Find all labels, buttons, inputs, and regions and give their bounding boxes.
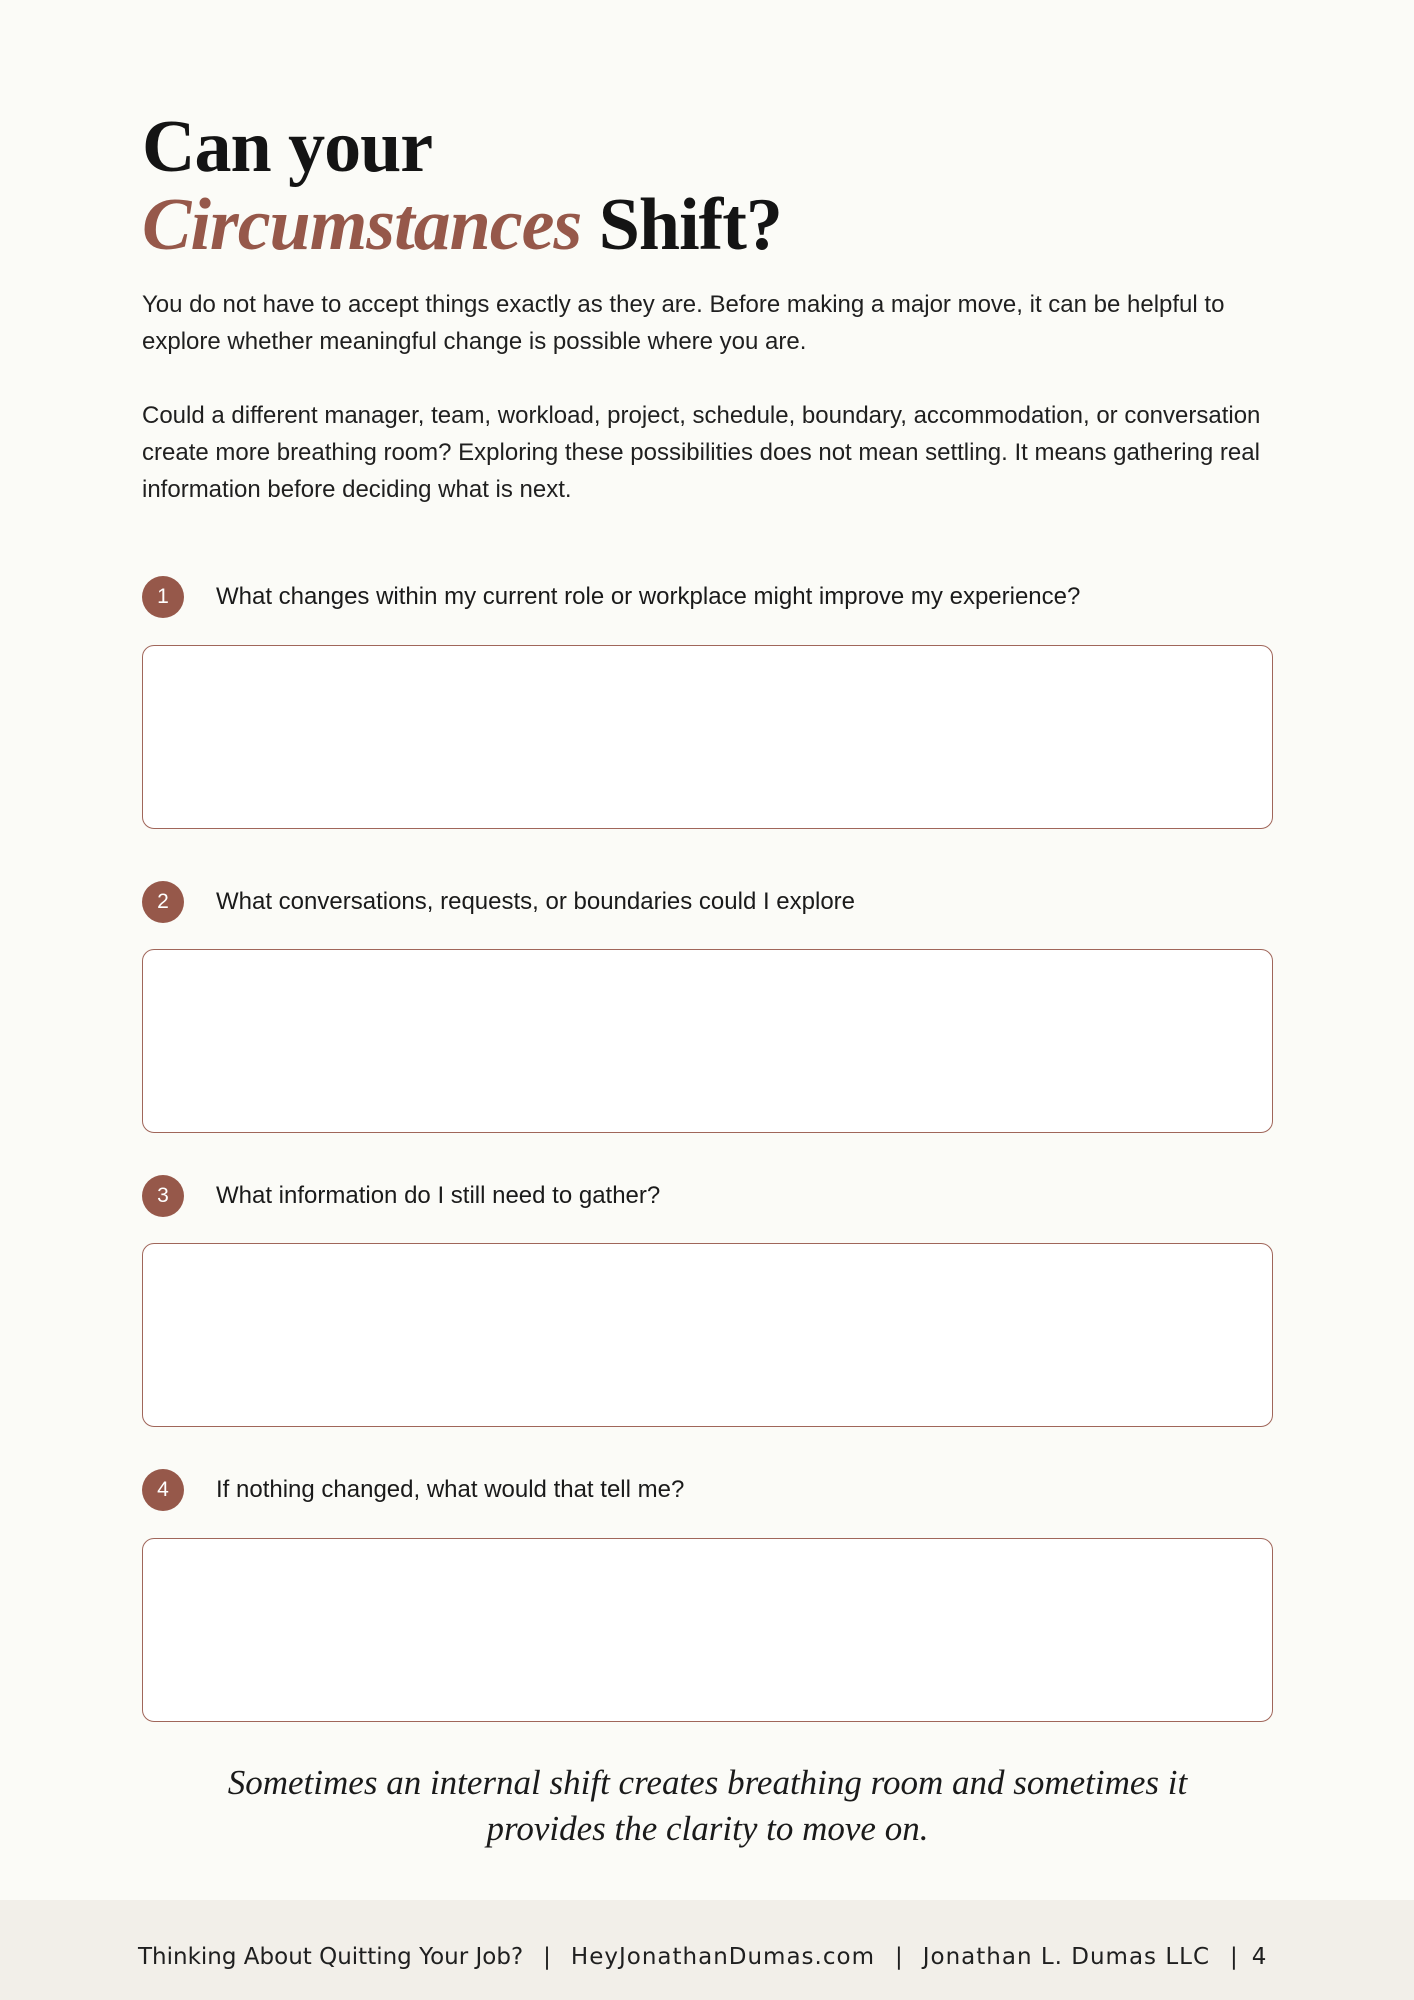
question-text: What conversations, requests, or boundaries could I explore	[216, 888, 856, 915]
question-3	[142, 1175, 660, 1217]
question-2	[142, 881, 855, 923]
footer-guide-title: Thinking About Quitting Your Job?	[138, 1944, 524, 1970]
footer-company: Jonathan L. Dumas LLC	[922, 1944, 1211, 1970]
question-text: What changes within my current role or workplace might improve my experience?	[216, 583, 1081, 610]
question-4	[142, 1469, 684, 1511]
title-rest: Shift?	[581, 184, 782, 266]
question-number-badge: 1	[142, 576, 184, 618]
answer-box-4[interactable]	[142, 1538, 1273, 1722]
footer-separator: |	[543, 1944, 551, 1970]
closing-quote	[142, 1760, 1273, 1852]
page-footer	[0, 1900, 1414, 2000]
footer-separator: |	[894, 1944, 903, 1970]
quote-line-2: provides the clarity to move on.	[486, 1809, 929, 1848]
page-number: 4	[1251, 1944, 1267, 1970]
question-text: If nothing changed, what would that tell me?	[216, 1476, 685, 1503]
footer-content	[138, 1944, 1266, 1970]
question-number-badge: 3	[142, 1175, 184, 1217]
title-line-1: Can your	[142, 106, 433, 188]
footer-website-link[interactable]: HeyJonathanDumas.com	[570, 1944, 875, 1970]
footer-separator: |	[1230, 1944, 1238, 1970]
answer-box-1[interactable]	[142, 645, 1273, 829]
title-accent-word: Circumstances	[142, 184, 582, 266]
question-number-badge: 2	[142, 881, 184, 923]
intro-paragraph-2: Could a different manager, team, workload, project, schedule, boundary, accommodation, or conversation create more breathing room? Exploring these possibilities does not mean settling. It means gathering real information before deciding what is next.	[142, 402, 1261, 503]
quote-line-1: Sometimes an internal shift creates breathing room and sometimes it	[227, 1763, 1188, 1802]
page-title	[142, 108, 782, 264]
intro-text	[142, 286, 1282, 508]
intro-paragraph-1: You do not have to accept things exactly as they are. Before making a major move, it can be helpful to explore whether meaningful change is possible where you are.	[142, 291, 1225, 355]
question-text: What information do I still need to gather?	[216, 1182, 661, 1209]
question-1	[142, 576, 1080, 618]
title-line-2	[142, 186, 782, 264]
answer-box-2[interactable]	[142, 949, 1273, 1133]
question-number-badge: 4	[142, 1469, 184, 1511]
answer-box-3[interactable]	[142, 1243, 1273, 1427]
